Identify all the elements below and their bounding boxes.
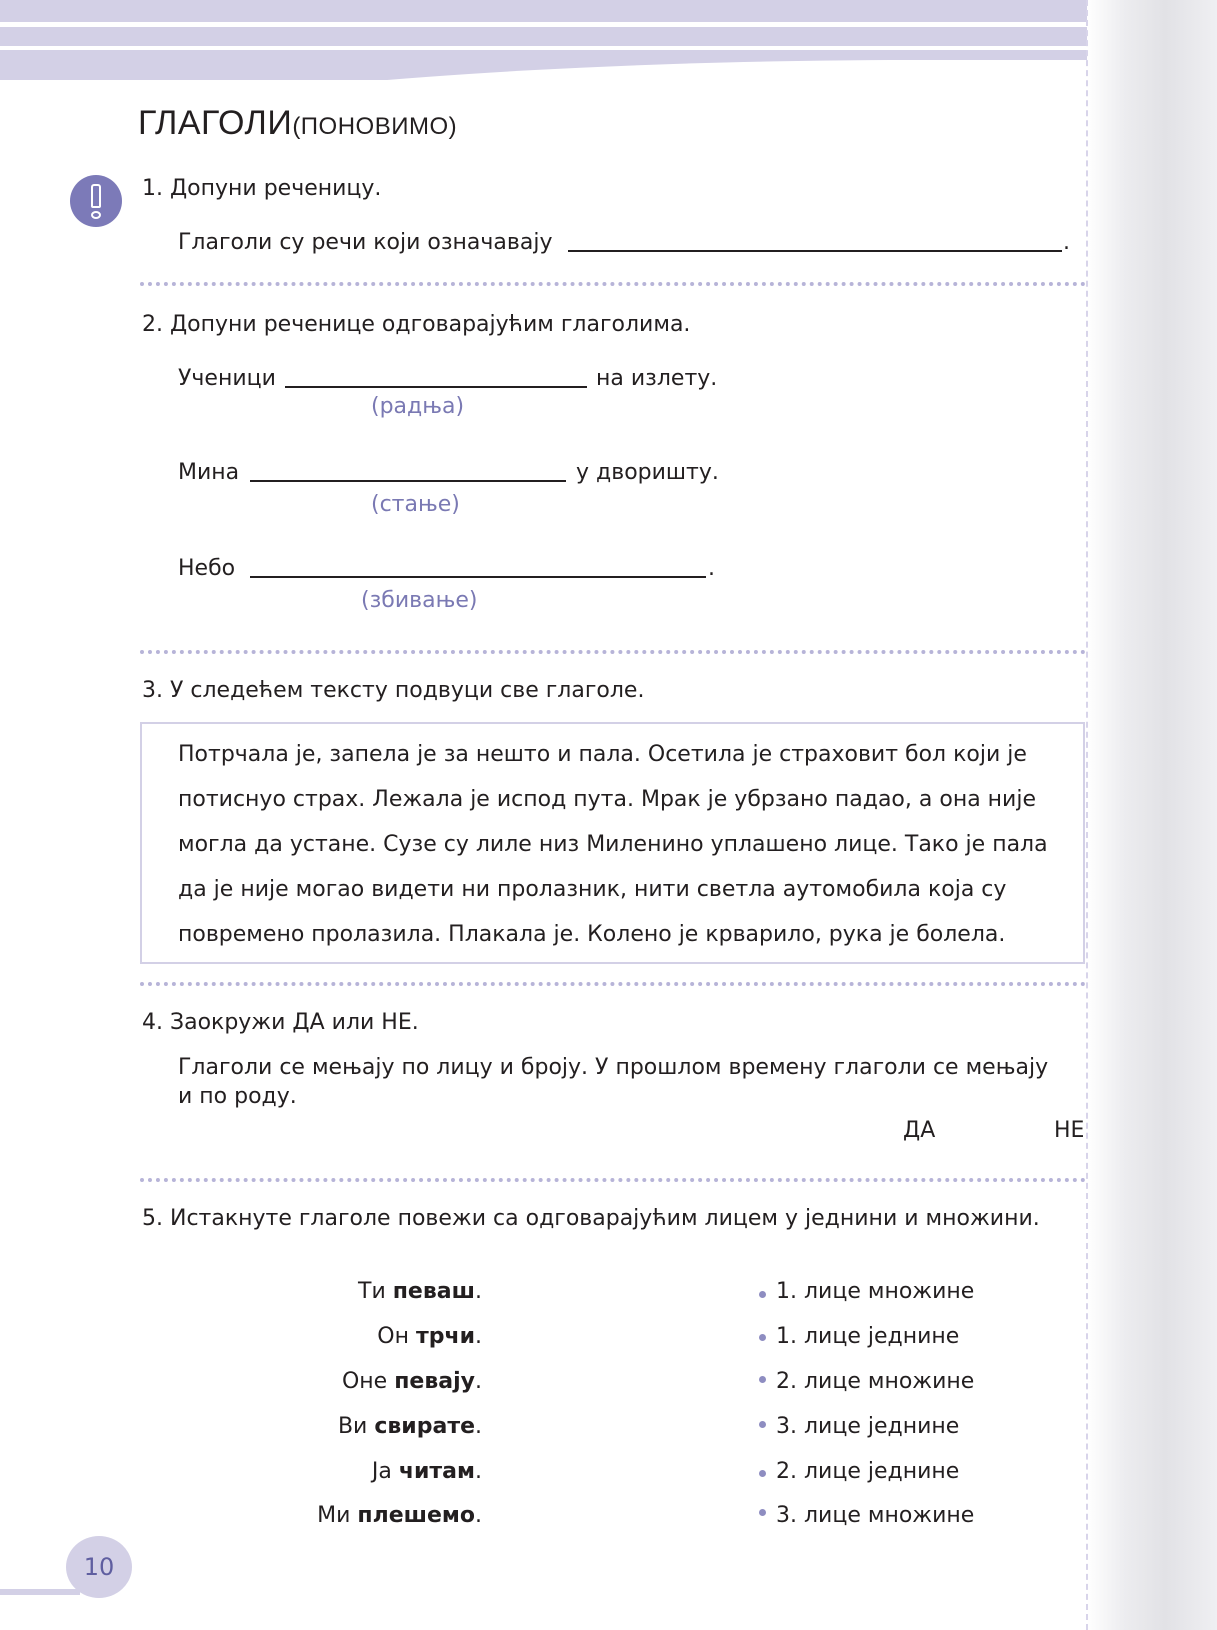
match-dot[interactable] <box>759 1376 766 1383</box>
match-dot[interactable] <box>759 1334 766 1341</box>
q5-verb-sentence[interactable]: Ја читам. <box>371 1459 482 1484</box>
q5-person-option[interactable]: 3. лице једнине <box>776 1414 960 1439</box>
q5-verb-sentence[interactable]: Оне певају. <box>341 1369 482 1394</box>
match-dot[interactable] <box>759 1291 766 1298</box>
q3-text-line[interactable]: Потрчала је, запела је за нешто и пала. Осетила је страховит бол који је <box>178 742 1027 767</box>
page-number: 10 <box>66 1536 132 1598</box>
match-dot[interactable] <box>759 1470 766 1477</box>
q5-prompt: 5. Истакнуте глаголе повежи са одговарајућим лицем у једнини и множини. <box>142 1206 1040 1231</box>
q2-hint: (радња) <box>371 394 465 419</box>
highlighted-verb: певају <box>394 1369 475 1394</box>
title-main: ГЛАГОЛИ <box>138 104 293 142</box>
no-option[interactable]: НЕ <box>1054 1118 1085 1143</box>
q2-item-end: . <box>708 556 715 581</box>
q3-text-line[interactable]: да је није могао видети ни пролазник, нити светла аутомобила која су <box>178 877 1007 902</box>
q4-statement: Глаголи се мењају по лицу и броју. У прошлом времену глаголи се мењају <box>178 1055 1049 1080</box>
highlighted-verb: читам <box>398 1459 475 1484</box>
match-dot[interactable] <box>759 1421 766 1428</box>
q3-text-line[interactable]: потиснуо страх. Лежала је испод пута. Мрак је убрзано падао, а она није <box>178 787 1036 812</box>
q3-text-box <box>140 722 1085 964</box>
q5-person-option[interactable]: 3. лице множине <box>776 1503 975 1528</box>
q2-item-start: Ученици <box>178 366 276 391</box>
q5-verb-sentence[interactable]: Он трчи. <box>377 1324 482 1349</box>
match-dot[interactable] <box>759 1509 766 1516</box>
q3-text-line[interactable]: могла да устане. Сузе су лиле низ Миленино уплашено лице. Тако је пала <box>178 832 1048 857</box>
q4-prompt: 4. Заокружи ДА или НЕ. <box>142 1010 419 1035</box>
highlighted-verb: плешемо <box>357 1503 475 1528</box>
q5-person-option[interactable]: 1. лице једнине <box>776 1324 960 1349</box>
q1-answer-blank[interactable] <box>568 250 1062 252</box>
q2-item-end: на излету. <box>596 366 718 391</box>
q2-item-start: Небо <box>178 556 236 581</box>
q2-item-end: у дворишту. <box>576 460 719 485</box>
section-divider <box>140 982 1086 986</box>
q2-hint: (збивање) <box>361 588 478 613</box>
q1-period: . <box>1063 230 1070 255</box>
q5-person-option[interactable]: 2. лице множине <box>776 1369 975 1394</box>
title-sub: (ПОНОВИМО) <box>292 113 458 140</box>
q5-verb-sentence[interactable]: Ми плешемо. <box>317 1503 482 1528</box>
q3-prompt: 3. У следећем тексту подвуци све глаголе. <box>142 678 645 703</box>
q5-verb-sentence[interactable]: Ви свирате. <box>337 1414 482 1439</box>
page-title <box>138 104 457 143</box>
q2-hint: (стање) <box>371 492 460 517</box>
q2-answer-blank[interactable] <box>285 386 587 388</box>
q2-item-start: Мина <box>178 460 240 485</box>
q2-answer-blank[interactable] <box>250 576 706 578</box>
exclamation-icon <box>70 175 122 227</box>
q4-statement-cont: и по роду. <box>178 1084 297 1109</box>
q5-verb-sentence[interactable]: Ти певаш. <box>358 1279 482 1304</box>
q5-person-option[interactable]: 2. лице једнине <box>776 1459 960 1484</box>
highlighted-verb: трчи <box>415 1324 475 1349</box>
q1-prompt: 1. Допуни реченицу. <box>142 176 382 201</box>
yes-option[interactable]: ДА <box>903 1118 936 1143</box>
section-divider <box>140 650 1086 654</box>
section-divider <box>140 282 1086 286</box>
q1-sentence: Глаголи су речи који означавају <box>178 230 553 255</box>
footer-bar <box>0 1589 80 1595</box>
q2-answer-blank[interactable] <box>250 480 566 482</box>
q2-prompt: 2. Допуни реченице одговарајућим глаголима. <box>142 312 691 337</box>
q3-text-line[interactable]: повремено пролазила. Плакала је. Колено је крварило, рука је болела. <box>178 922 1006 947</box>
highlighted-verb: певаш <box>392 1279 475 1304</box>
section-divider <box>140 1178 1086 1182</box>
q5-person-option[interactable]: 1. лице множине <box>776 1279 975 1304</box>
highlighted-verb: свирате <box>374 1414 475 1439</box>
